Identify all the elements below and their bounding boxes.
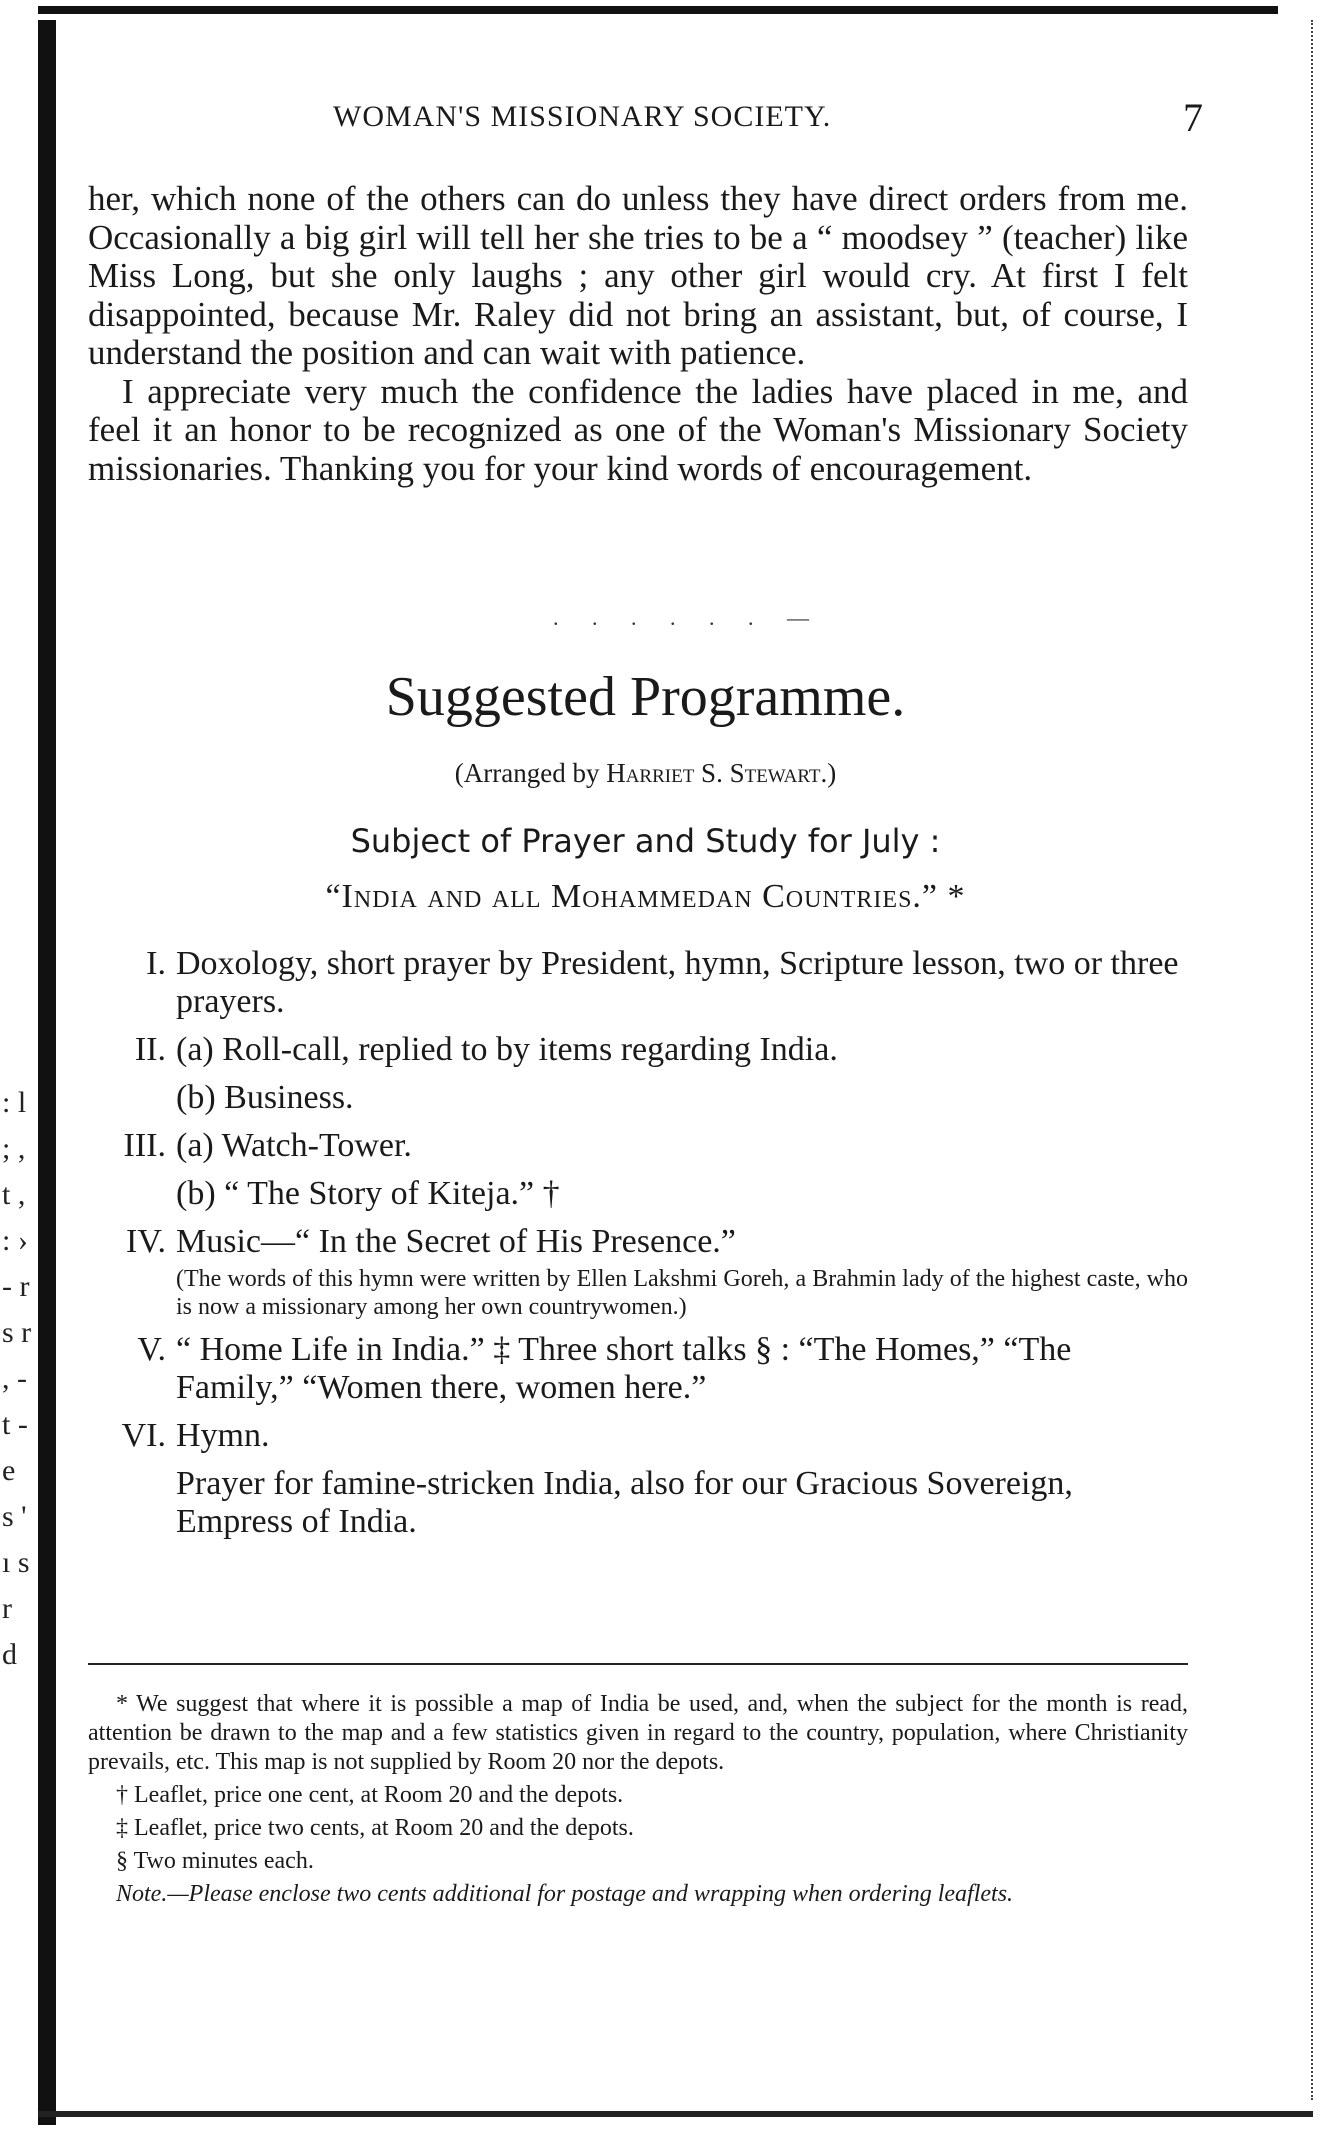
letter-paragraph-2: I appreciate very much the confidence the ladies have placed in me, and feel it an honor to be recognized as one of the Woman's Missionary Society missionaries. Thanking you for your kind words of encouragement. <box>88 371 1188 488</box>
footnotes <box>88 1690 1188 1913</box>
item-number: III. <box>123 1127 166 1164</box>
page-number: 7 <box>1183 95 1203 140</box>
programme-arranged-by <box>88 758 1203 789</box>
item-subtext: (b) “ The Story of Kiteja.” † <box>176 1175 560 1212</box>
subject-quote: “India and all Mohammedan Countries.” * <box>325 878 966 915</box>
programme-item <box>88 1331 1188 1407</box>
programme-items <box>88 945 1188 1551</box>
programme-title: Suggested Programme. <box>385 666 906 728</box>
item-note: (The words of this hymn were written by Ellen Lakshmi Goreh, a Brahmin lady of the highest caste, who is now a missionary among her own countrywomen.) <box>176 1266 1188 1320</box>
binding-shadow <box>38 20 56 2125</box>
arranged-prefix: (Arranged by <box>454 758 600 788</box>
bottom-border-rule <box>38 2111 1313 2117</box>
footnote-dagger: † Leaflet, price one cent, at Room 20 and the depots. <box>116 1782 624 1808</box>
right-edge-speckle <box>1311 20 1317 2100</box>
programme-item <box>88 1031 1188 1117</box>
footnote-section: § Two minutes each. <box>116 1848 314 1874</box>
item-text: Doxology, short prayer by President, hymn, Scripture lesson, two or three prayers. <box>176 945 1179 1020</box>
section-ornament: . . . . . . — <box>553 605 823 630</box>
programme-item <box>88 1417 1188 1541</box>
footnote-note: Note.—Please enclose two cents additional for postage and wrapping when ordering leaflets. <box>116 1881 1014 1907</box>
top-border-rule <box>38 6 1278 14</box>
programme-item <box>88 1127 1188 1213</box>
footnote-star: * We suggest that where it is possible a map of India be used, and, when the subject for the month is read, attention be drawn to the map and a few statistics given in regard to the country, population, where Christianity prevails, etc. This map is not supplied by Room 20 nor the depots. <box>88 1691 1188 1775</box>
item-text: (a) Watch-Tower. <box>176 1127 412 1164</box>
letter-text <box>88 180 1188 488</box>
item-text: Hymn. <box>176 1417 270 1454</box>
programme-item <box>88 945 1188 1021</box>
item-subtext: (b) Business. <box>176 1079 354 1116</box>
item-text: “ Home Life in India.” ‡ Three short talks § : “The Homes,” “The Family,” “Women there, women here.” <box>176 1331 1072 1406</box>
running-title: WOMAN'S MISSIONARY SOCIETY. <box>333 100 832 133</box>
letter-paragraph-1: her, which none of the others can do unless they have direct orders from me. Occasionally a big girl will tell her she tries to be a “ moodsey ” (teacher) like Miss Long, but she only laughs ; any other girl would cry. At first I felt disappointed, because Mr. Raley did not bring an assistant, but, of course, I understand the position and can wait with patience. <box>88 179 1188 372</box>
footnotes-divider <box>88 1663 1188 1665</box>
item-number: IV. <box>126 1223 166 1260</box>
item-number: VI. <box>121 1417 166 1454</box>
item-text: Music—“ In the Secret of His Presence.” <box>176 1223 736 1260</box>
item-number: I. <box>146 945 166 982</box>
item-number: V. <box>137 1331 166 1368</box>
item-number: II. <box>134 1031 166 1068</box>
margin-text-fragments: : l ; , t , : › - r s r , - t - e s ' ı s r d <box>2 1086 32 1671</box>
item-text: (a) Roll-call, replied to by items regarding India. <box>176 1031 838 1068</box>
programme-item <box>88 1223 1188 1321</box>
subject-line: Subject of Prayer and Study for July : <box>350 822 941 860</box>
running-head <box>88 95 1203 140</box>
arranged-name: Harriet S. Stewart.) <box>606 758 837 788</box>
footnote-double-dagger: ‡ Leaflet, price two cents, at Room 20 and the depots. <box>116 1815 634 1841</box>
item-subtext: Prayer for famine-stricken India, also for our Gracious Sovereign, Empress of India. <box>176 1465 1073 1540</box>
